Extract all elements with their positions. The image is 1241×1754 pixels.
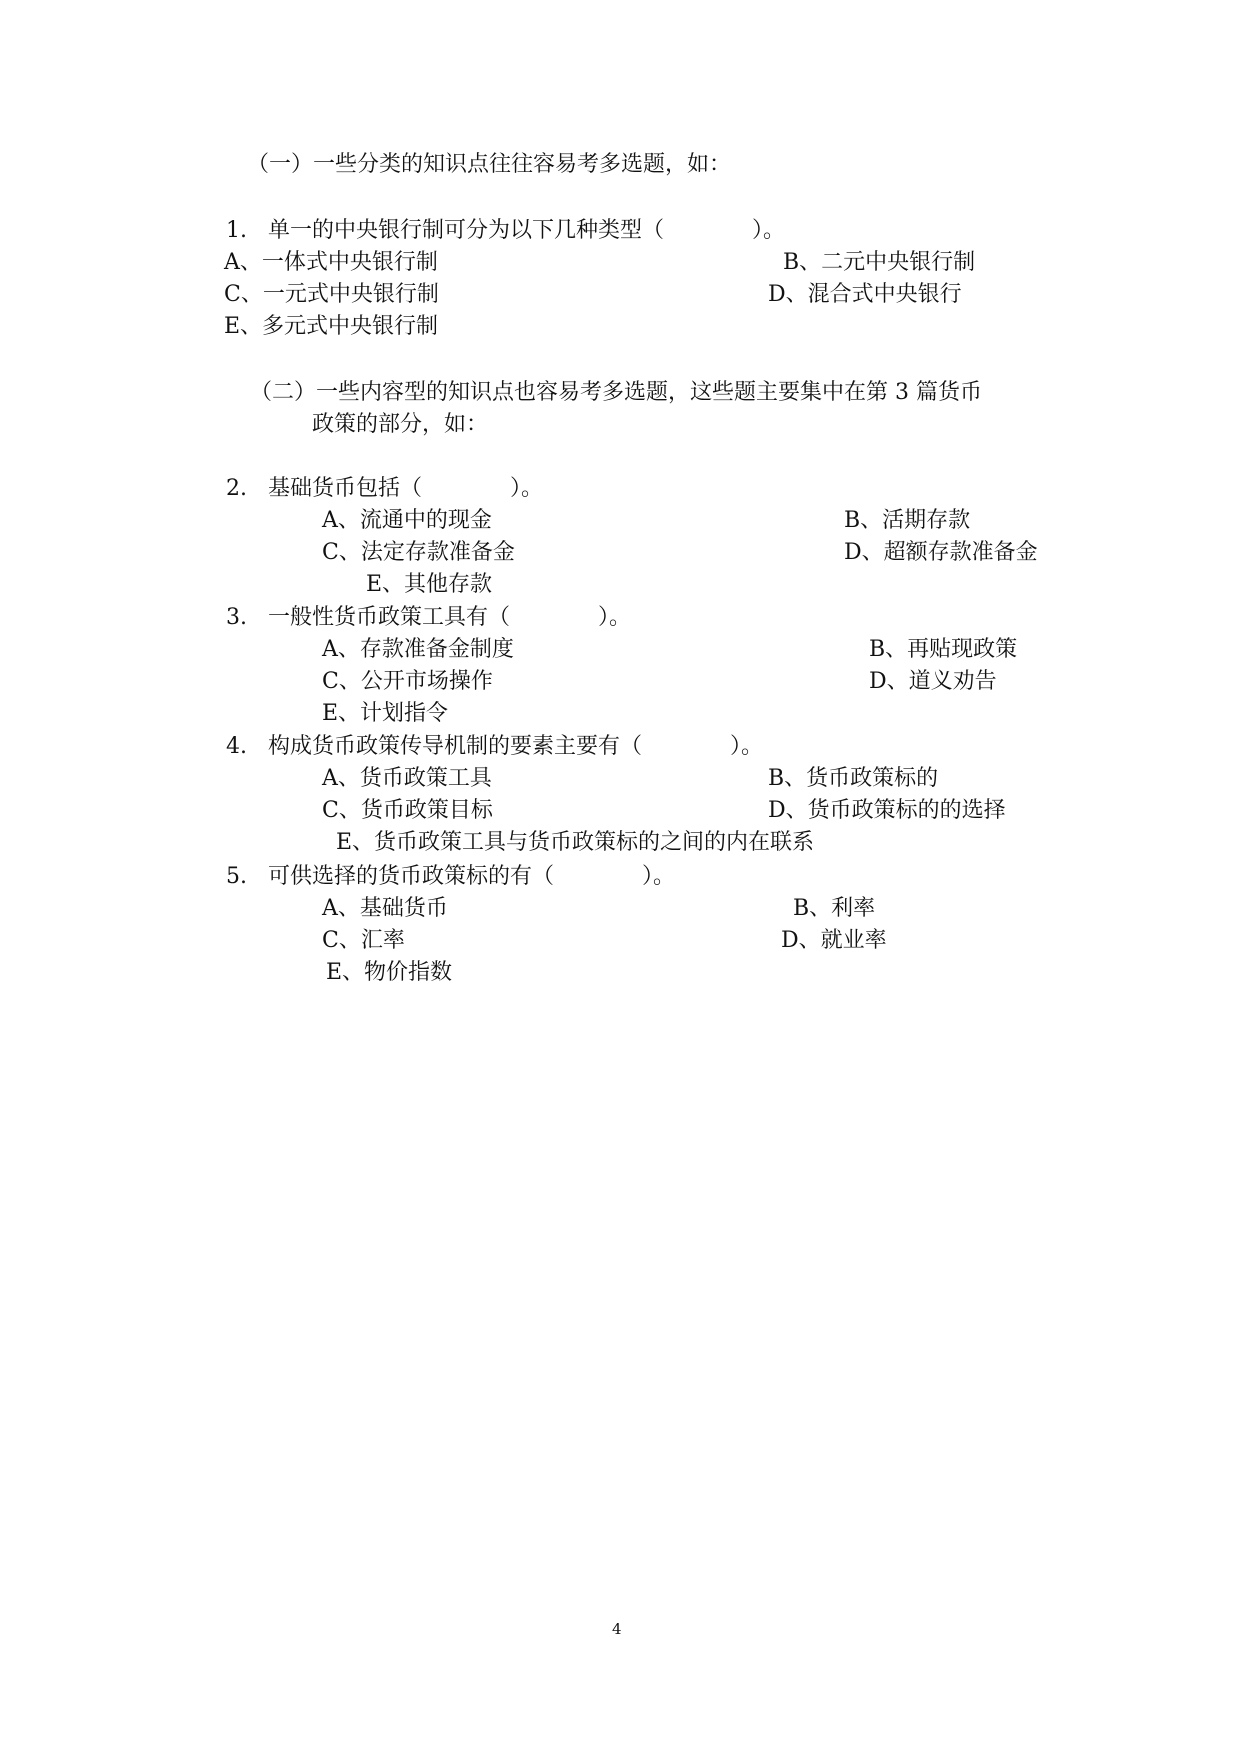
option-d: D、道义劝告 [869,669,997,694]
question-stem: 一般性货币政策工具有（ ）。 [268,605,632,630]
option-a: A、流通中的现金 [322,508,492,533]
option-a: A、货币政策工具 [322,766,492,791]
question-number: 2. [226,476,247,501]
question-stem: 单一的中央银行制可分为以下几种类型（ ）。 [268,218,786,243]
option-c: C、货币政策目标 [322,798,493,823]
option-b: B、再贴现政策 [869,637,1018,662]
option-e: E、计划指令 [322,701,449,726]
option-d: D、货币政策标的的选择 [768,798,1006,823]
question-stem: 基础货币包括（ ）。 [268,476,544,501]
option-c: C、法定存款准备金 [322,540,515,565]
option-a: A、存款准备金制度 [322,637,514,662]
option-c: C、公开市场操作 [322,669,493,694]
question-number: 4. [226,734,247,759]
option-d: D、混合式中央银行 [768,282,962,307]
option-e: E、物价指数 [326,960,453,985]
section-intro-2-line-1: （二）一些内容型的知识点也容易考多选题，这些题主要集中在第 3 篇货币 [250,380,982,405]
option-c: C、一元式中央银行制 [224,282,439,307]
option-d: D、就业率 [781,928,887,953]
question-stem: 构成货币政策传导机制的要素主要有（ ）。 [268,734,764,759]
option-c: C、汇率 [322,928,405,953]
option-b: B、活期存款 [844,508,971,533]
question-number: 1. [226,218,247,243]
question-number: 3. [226,605,247,630]
option-e: E、货币政策工具与货币政策标的之间的内在联系 [336,830,815,855]
option-e: E、多元式中央银行制 [224,314,439,339]
option-d: D、超额存款准备金 [844,540,1038,565]
option-b: B、二元中央银行制 [783,250,976,275]
page-number: 4 [612,1620,622,1638]
option-a: A、一体式中央银行制 [224,250,438,275]
section-intro-1: （一）一些分类的知识点往往容易考多选题，如： [247,152,732,177]
option-e: E、其他存款 [366,572,493,597]
option-a: A、基础货币 [322,896,448,921]
section-intro-2-line-2: 政策的部分，如： [312,412,489,437]
question-stem: 可供选择的货币政策标的有（ ）。 [268,864,676,889]
option-b: B、货币政策标的 [768,766,939,791]
question-number: 5. [226,864,247,889]
option-b: B、利率 [793,896,876,921]
